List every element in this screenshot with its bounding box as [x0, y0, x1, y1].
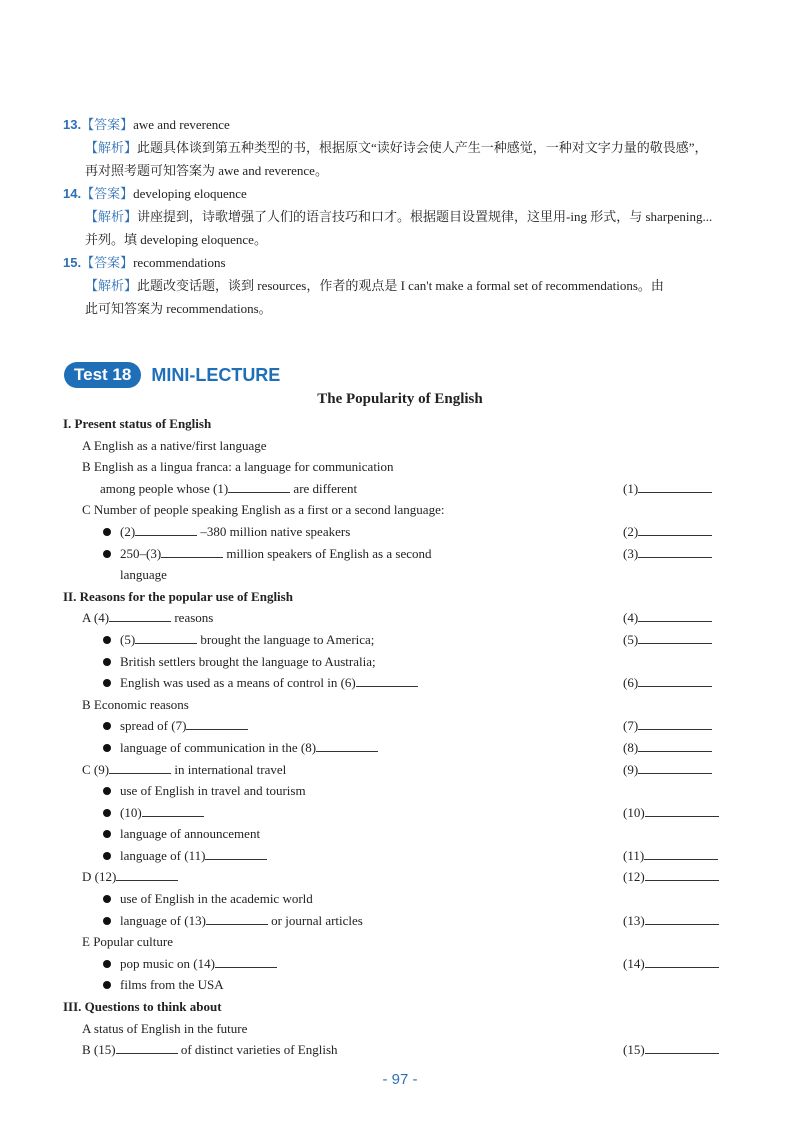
page-number: - 97 - [382, 1071, 418, 1088]
analysis-text: 此题具体谈到第五种类型的书，根据原文“读好诗会使人产生一种感觉，一种对文字力量的敬畏感”， [137, 140, 708, 155]
answer-slot-number: (10) [623, 804, 645, 820]
bullet-icon [103, 658, 111, 666]
answer-slot [623, 866, 719, 888]
outline-text-after: in international travel [171, 761, 287, 777]
outline-text [120, 953, 277, 975]
analysis-text: 再对照考题可知答案为 awe and reverence。 [85, 163, 328, 178]
outline-text: B Economic reasons [82, 696, 189, 712]
outline-row [63, 478, 733, 500]
bullet-icon [103, 550, 111, 558]
outline-row [63, 651, 733, 673]
outline-text: language of announcement [120, 826, 261, 842]
outline-text: C Number of people speaking English as a first or a second language: [82, 502, 445, 518]
outline-row [63, 629, 733, 651]
outline-text: B English as a lingua franca: a language for communication [82, 459, 394, 475]
answer-number: 13. [63, 117, 82, 132]
answer-slot-line [638, 631, 712, 644]
outline-text-before: language of communication in the (8) [120, 739, 317, 755]
bullet-icon [103, 722, 111, 730]
analysis-text: 此可知答案为 recommendations。 [85, 301, 272, 316]
answer-slot-line [638, 761, 712, 774]
answer-slot-line [638, 480, 712, 493]
answer-slot [623, 607, 712, 629]
outline-row [63, 672, 733, 694]
bullet-icon [103, 744, 111, 752]
outline-text [82, 866, 178, 888]
answer-line [63, 182, 743, 205]
answer-slot [623, 715, 712, 737]
analysis-tag: 【解析】 [85, 278, 138, 293]
test-header [64, 362, 280, 388]
answer-tag: 【答案】 [81, 186, 134, 201]
outline-text: I. Present status of English [63, 416, 212, 431]
answer-blank [116, 1041, 178, 1054]
answer-slot-line [645, 912, 719, 925]
outline-text: III. Questions to think about [63, 999, 222, 1015]
answer-tag: 【答案】 [81, 117, 134, 132]
outline-text [120, 629, 374, 651]
answer-slot-line [645, 1041, 719, 1054]
answer-number: 15. [63, 255, 82, 270]
bullet-icon [103, 636, 111, 644]
lecture-title: The Popularity of English [317, 391, 483, 407]
outline-text-after: –380 million native speakers [197, 523, 351, 539]
outline-text [120, 543, 432, 565]
outline-row [63, 521, 733, 543]
outline-text [82, 759, 286, 781]
answer-slot-number: (9) [623, 761, 639, 777]
outline-text: A status of English in the future [82, 1020, 248, 1036]
answer-blank [109, 761, 171, 774]
outline-row [63, 780, 733, 802]
answer-text: awe and reverence [133, 117, 230, 132]
outline-text-after: million speakers of English as a second [223, 545, 432, 561]
outline-row [63, 586, 733, 608]
outline-row [63, 823, 733, 845]
answer-slot-line [638, 717, 712, 730]
answer-slot-line [645, 868, 719, 881]
answer-slot [623, 737, 712, 759]
outline-text-after: brought the language to America; [197, 631, 375, 647]
outline-text-after: reasons [171, 610, 214, 626]
analysis-line [63, 205, 743, 228]
outline-text: use of English in the academic world [120, 891, 313, 907]
answer-slot-number: (3) [623, 545, 639, 561]
answer-text: recommendations [133, 255, 226, 270]
answer-slot-line [638, 523, 712, 536]
outline-row [63, 953, 733, 975]
outline-text: British settlers brought the language to Australia; [120, 653, 376, 669]
answer-slot-number: (13) [623, 912, 645, 928]
outline-text [82, 1039, 338, 1061]
outline-row [63, 1018, 733, 1040]
outline-row [63, 737, 733, 759]
outline-row [63, 845, 733, 867]
test-type-title: MINI-LECTURE [151, 364, 281, 385]
answer-slot-number: (11) [623, 847, 645, 863]
outline-row [63, 413, 733, 435]
outline-text-before: D (12) [82, 869, 117, 885]
answer-blank [109, 609, 171, 622]
answer-blank [215, 955, 277, 968]
outline-text: E Popular culture [82, 934, 173, 950]
answer-slot [623, 629, 712, 651]
outline-text-before: (10) [120, 804, 142, 820]
analysis-text: 此题改变话题，谈到 resources，作者的观点是 I can't make a formal set of recommendations。由 [137, 278, 664, 293]
outline-text-before: B (15) [82, 1042, 116, 1058]
answer-blank [205, 847, 267, 860]
answer-slot-line [638, 674, 712, 687]
outline-text-before: A (4) [82, 610, 110, 626]
outline-row [63, 974, 733, 996]
bullet-icon [103, 981, 111, 989]
outline-text-after: are different [290, 480, 358, 496]
answer-section [63, 113, 743, 320]
answer-slot-line [645, 955, 719, 968]
answer-blank [135, 631, 197, 644]
lecture-outline [63, 413, 733, 1061]
outline-text-before: C (9) [82, 761, 110, 777]
answer-slot [623, 543, 712, 565]
bullet-icon [103, 895, 111, 903]
outline-text [82, 607, 213, 629]
answer-slot-number: (14) [623, 955, 645, 971]
answer-blank [116, 868, 178, 881]
answer-slot-number: (4) [623, 610, 639, 626]
outline-row [63, 931, 733, 953]
outline-row [63, 607, 733, 629]
outline-row [63, 996, 733, 1018]
outline-text: A English as a native/first language [82, 437, 267, 453]
bullet-icon [103, 852, 111, 860]
outline-text [120, 672, 418, 694]
outline-text [120, 910, 363, 932]
answer-blank [316, 739, 378, 752]
answer-slot [623, 910, 719, 932]
outline-text: films from the USA [120, 977, 224, 993]
analysis-tag: 【解析】 [85, 140, 138, 155]
outline-text [120, 521, 350, 543]
outline-text-before: among people whose (1) [100, 480, 229, 496]
bullet-icon [103, 830, 111, 838]
outline-text-before: pop music on (14) [120, 955, 215, 971]
outline-row [63, 715, 733, 737]
outline-row [63, 435, 733, 457]
answer-slot [623, 672, 712, 694]
outline-text-after: of distinct varieties of English [177, 1042, 338, 1058]
answer-blank [228, 480, 290, 493]
answer-line [63, 113, 743, 136]
outline-row [63, 802, 733, 824]
outline-text-before: spread of (7) [120, 718, 187, 734]
answer-slot-number: (15) [623, 1042, 645, 1058]
outline-text-before: English was used as a means of control in (6) [120, 675, 356, 691]
answer-slot-line [638, 545, 712, 558]
outline-row [63, 499, 733, 521]
outline-text-before: language of (13) [120, 912, 206, 928]
outline-text-before: (2) [120, 523, 136, 539]
answer-slot-number: (7) [623, 718, 639, 734]
answer-slot [623, 759, 712, 781]
answer-slot-line [638, 609, 712, 622]
answer-slot-number: (8) [623, 739, 639, 755]
analysis-tag: 【解析】 [85, 209, 138, 224]
answer-blank [161, 545, 223, 558]
bullet-icon [103, 917, 111, 925]
outline-text [100, 478, 357, 500]
analysis-line [63, 274, 743, 297]
answer-slot [623, 478, 712, 500]
answer-slot-number: (1) [623, 480, 639, 496]
answer-slot-number: (6) [623, 675, 639, 691]
outline-text-before: (5) [120, 631, 136, 647]
outline-text: language [120, 567, 167, 583]
answer-slot [623, 1039, 719, 1061]
test-number-badge: Test 18 [64, 362, 141, 388]
answer-number: 14. [63, 186, 82, 201]
bullet-icon [103, 960, 111, 968]
answer-tag: 【答案】 [81, 255, 134, 270]
answer-slot [623, 953, 719, 975]
answer-slot-number: (5) [623, 631, 639, 647]
analysis-text: 并列。填 developing eloquence。 [85, 232, 267, 247]
outline-row [63, 456, 733, 478]
bullet-icon [103, 679, 111, 687]
outline-text-before: 250–(3) [120, 545, 162, 561]
outline-row [63, 694, 733, 716]
answer-slot [623, 521, 712, 543]
outline-row [63, 543, 733, 565]
outline-text: II. Reasons for the popular use of English [63, 588, 293, 604]
outline-row [63, 888, 733, 910]
outline-text [120, 715, 248, 737]
outline-text [120, 802, 204, 824]
outline-text [120, 737, 378, 759]
outline-row [63, 759, 733, 781]
outline-row [63, 866, 733, 888]
outline-text: use of English in travel and tourism [120, 783, 306, 799]
analysis-line [63, 136, 743, 159]
analysis-line [63, 228, 743, 251]
outline-text-before: language of (11) [120, 847, 206, 863]
bullet-icon [103, 528, 111, 536]
answer-slot [623, 802, 719, 824]
answer-slot [623, 845, 718, 867]
bullet-icon [103, 787, 111, 795]
answer-line [63, 251, 743, 274]
answer-text: developing eloquence [133, 186, 247, 201]
outline-text [120, 845, 267, 867]
answer-slot-number: (2) [623, 523, 639, 539]
answer-slot-number: (12) [623, 869, 645, 885]
analysis-text: 讲座提到，诗歌增强了人们的语言技巧和口才。根据题目设置规律，这里用-ing 形式，与 sharpening... [137, 209, 713, 224]
bullet-icon [103, 809, 111, 817]
answer-blank [135, 523, 197, 536]
outline-row [63, 910, 733, 932]
answer-blank [206, 912, 268, 925]
analysis-line [63, 159, 743, 182]
answer-slot-line [638, 739, 712, 752]
outline-row [63, 1039, 733, 1061]
answer-slot-line [644, 847, 718, 860]
answer-blank [142, 804, 204, 817]
outline-text-after: or journal articles [267, 912, 363, 928]
answer-slot-line [645, 804, 719, 817]
outline-row [63, 564, 733, 586]
answer-blank [186, 717, 248, 730]
answer-blank [356, 674, 418, 687]
analysis-line [63, 297, 743, 320]
